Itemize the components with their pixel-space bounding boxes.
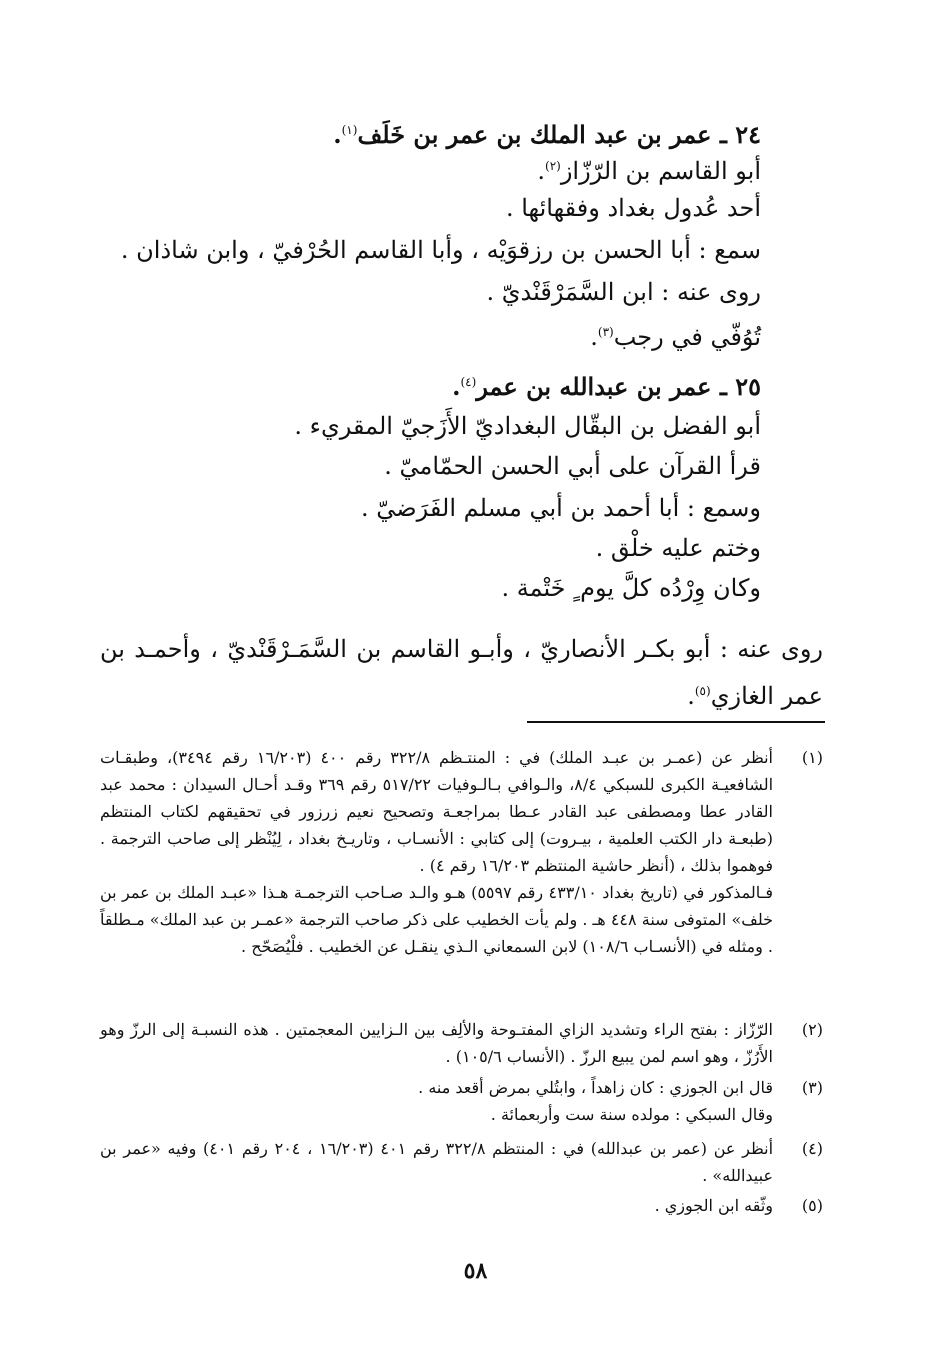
punctuation: . [687,682,695,710]
entry-text: روى عنه : أبو بكـر الأنصاريّ ، وأبـو القاسم بن السَّمَـرْقَنْديّ ، وأحمـد بن عمر الغازي [100,635,823,710]
footnote-number: (١) [801,748,823,767]
entry-line [537,148,761,189]
entry-line [596,530,761,566]
entry-heading-24 [333,112,761,153]
entry-line [501,570,761,606]
entry-text: وسمع : أبا أحمد بن أبي مسلم الفَرَضيّ . [361,494,761,522]
footnote-separator [527,721,825,723]
footnote-number: (٣) [801,1078,823,1097]
footnote-ref: (٤) [460,375,477,389]
entry-text: قرأ القرآن على أبي الحسن الحمّاميّ . [384,452,761,480]
entry-line [361,490,761,526]
footnote-ref: (٥) [694,684,711,698]
footnote-ref: (١) [341,123,358,137]
entry-text: تُوُفّي في رجب [613,323,761,351]
entry-number: ٢٥ ـ [719,372,761,401]
footnote-1 [100,744,823,960]
footnote-text: قال ابن الجوزي : كان زاهداً ، وابتُلي بمرض أقعد منه . [418,1078,773,1097]
footnote-text-continued: فـالمذكور في (تاريخ بغداد ٤٣٣/١٠ رقم ٥٥٩٧) هـو والـد صـاحب الترجمـة هـذا «عبـد الملك بن عمر بن خلف» المتوفى سنة ٤٤٨ هـ . ولم يأت الخطيب على ذكر صاحب الترجمة «عمـر بن عبد الملك» مـطلقاً . ومثله في (الأنسـاب ١٠٨/٦) لابن السمعاني الـذي ينقـل عن الخطيب . فلْيُصَحّح . [100,883,774,956]
page-number: ٥٨ [463,1258,488,1284]
entry-heading-25 [452,364,761,405]
footnote-number: (٢) [801,1020,823,1039]
entry-text: روى عنه : ابن السَّمَرْقَنْديّ . [486,278,761,306]
entry-line [487,274,761,310]
entry-number: ٢٤ ـ [719,120,761,149]
punctuation: . [537,157,545,185]
footnote-text: وثّقه ابن الجوزي . [654,1196,773,1215]
footnote-ref: (٣) [597,325,614,339]
entry-line [384,448,761,484]
footnote-3 [100,1074,823,1128]
footnote-number: (٥) [801,1196,823,1215]
entry-narrators [100,628,823,717]
footnote-ref: (٢) [545,159,561,173]
footnote-number: (٤) [801,1139,823,1158]
entry-line [294,408,761,444]
footnote-text: أنظر عن (عمر بن عبدالله) في : المنتظم ٣٢٢/٨ رقم ٤٠١ (١٦/٢٠٣ ، ٢٠٤ رقم ٤٠١) وفيه «عمر بن عبيدالله» . [100,1139,774,1185]
footnote-text: الرّزّاز : بفتح الراء وتشديد الزاي المفتـوحة والألِف بين الـزايين المعجمتين . هذه النسبـة إلى الرزّ وهو الأَرُزّ ، وهو اسم لمن يبيع الرزّ . (الأنساب ١٠٥/٦) . [100,1020,773,1066]
footnote-text: أنظر عن (عمـر بن عبـد الملك) في : المنتـظم ٣٢٢/٨ رقم ٤٠٠ (١٦/٢٠٣ رقم ٣٤٩٤)، وطبقـات الشافعيـة الكبرى للسبكي ٨/٤، والـوافي بـالـوفيات ٥١٧/٢٢ رقم ٣٦٩ وقـد أحـال السيدان : محمد عبد القادر عطا ومصطفى عبد القادر عـطا بمراجعـة وتصحيح نعيم زرزور في تحقيقهم لكتاب المنتظم (طبعـة دار الكتب العلمية ، بيـروت) إلى كتابي : الأنسـاب ، وتاريـخ بغداد ، لِيُنْظر إلى صاحب الترجمة . فوهموا بذلك ، (أنظر حاشية المنتظم ١٦/٢٠٣ رقم ٤) . [100,748,774,875]
entry-text: وختم عليه خلْق . [595,534,761,562]
entry-name: عمر بن عبدالله بن عمر [476,372,712,401]
entry-text: أحد عُدول بغداد وفقهائها . [505,194,761,222]
entry-line [590,314,761,355]
punctuation: . [452,372,461,401]
entry-line [506,190,761,226]
entry-name: عمر بن عبد الملك بن عمر بن خَلَف [357,120,712,149]
entry-text: سمع : أبا الحسن بن رزقوَيْه ، وأبا القاسم الحُرْفيّ ، وابن شاذان . [120,236,761,264]
entry-text: أبو الفضل بن البقّال البغداديّ الأَزَجيّ المقريء . [294,412,761,440]
footnote-4 [100,1135,823,1189]
footnote-2 [100,1016,823,1070]
entry-line [121,232,761,268]
punctuation: . [590,323,598,351]
footnote-text-continued: وقال السبكي : مولده سنة ست وأربعمائة . [490,1105,773,1124]
punctuation: . [333,120,342,149]
footnote-5 [100,1192,823,1219]
entry-text: أبو القاسم بن الرّزّاز [560,157,761,185]
entry-text: وكان وِرْدُه كلَّ يوم ٍ خَتْمة . [501,574,761,602]
